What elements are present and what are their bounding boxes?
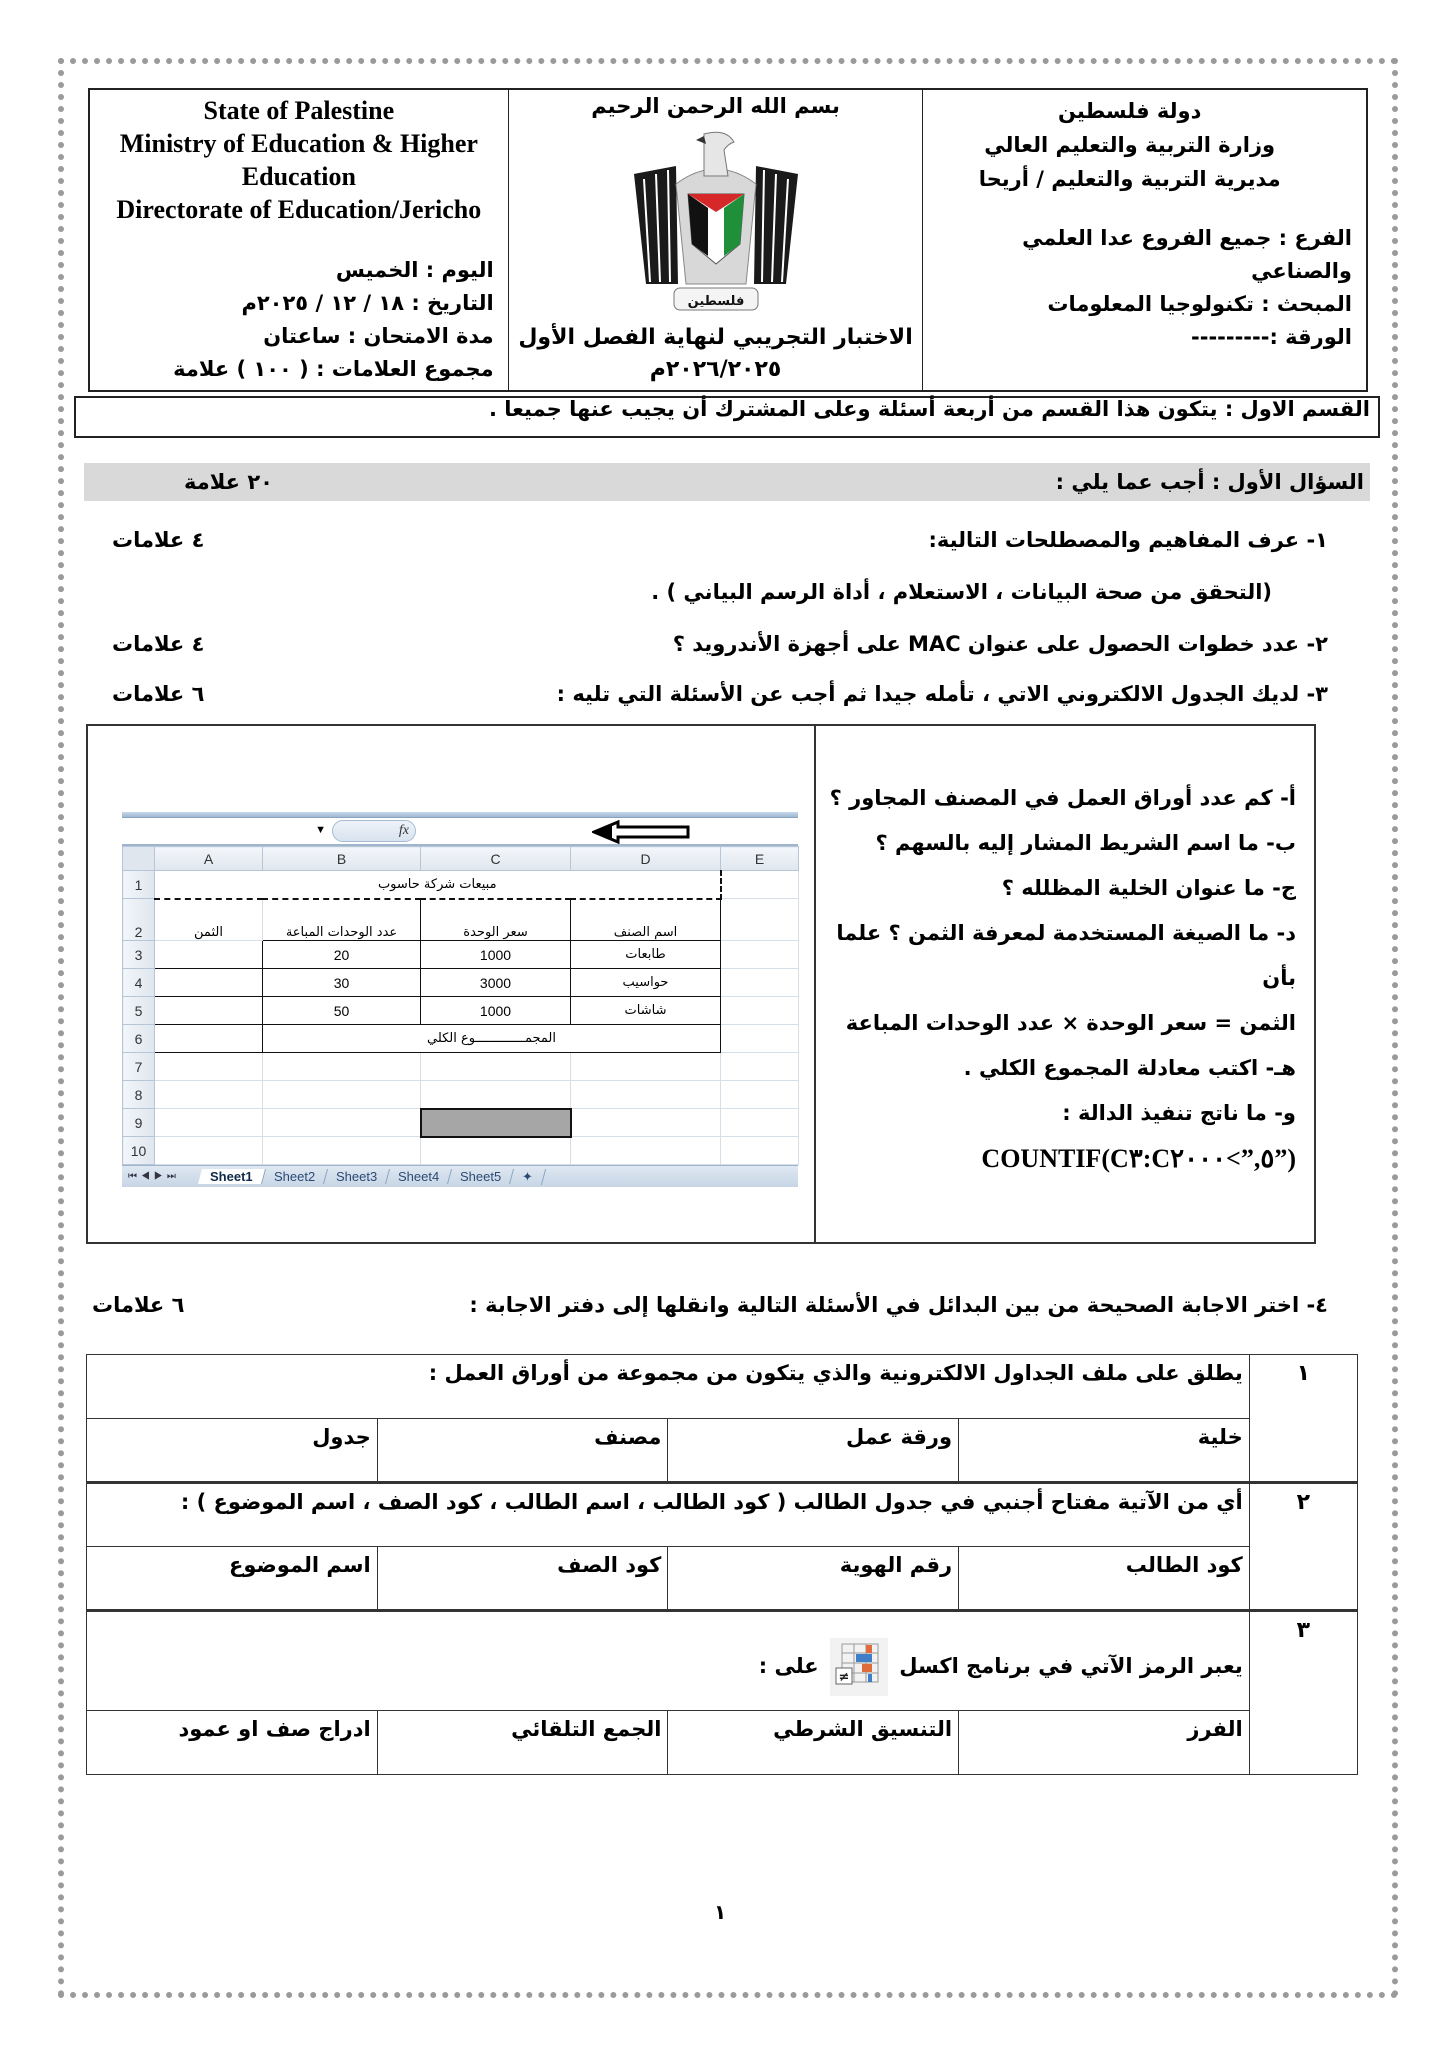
row-header: 2: [123, 899, 155, 941]
arabic-institution: [923, 90, 1366, 196]
excel-row-10: [123, 1137, 799, 1165]
cell-a6: [155, 1025, 263, 1053]
mcq-option: كود الطالب: [959, 1547, 1250, 1611]
row-header: 4: [123, 969, 155, 997]
excel-sheet-tabs: [122, 1165, 798, 1187]
question-1-header: [84, 463, 1370, 501]
mcq-2-options-row: [87, 1547, 1358, 1611]
sheet-tab-5: Sheet5: [448, 1169, 514, 1184]
grand-total-label-cell: المجمـــــــــــــوع الكلي: [263, 1025, 721, 1053]
excel-row-2: [123, 899, 799, 941]
mcq-question: يطلق على ملف الجداول الالكترونية والذي يتكون من مجموعة من أوراق العمل :: [87, 1355, 1250, 1419]
multiple-choice-table: [86, 1354, 1358, 1775]
cell-b4: 30: [263, 969, 421, 997]
excel-grid: [122, 846, 799, 1165]
cell-c3: 1000: [421, 941, 571, 969]
select-all-corner: [123, 847, 155, 871]
exam-day: اليوم : الخميس: [335, 258, 494, 282]
svg-text:فلسطين: فلسطين: [687, 294, 744, 309]
empty-cell: [721, 941, 799, 969]
excel-row-1: [123, 871, 799, 899]
insert-sheet-icon: ✦: [510, 1169, 546, 1185]
conditional-formatting-icon: [830, 1638, 888, 1696]
excel-row-8: [123, 1081, 799, 1109]
cell-b5: 50: [263, 997, 421, 1025]
sheet-title-cell: مبيعات شركة حاسوب: [155, 871, 721, 899]
mcq-option: الجمع التلقائي: [377, 1711, 668, 1775]
exam-total-marks: مجموع العلامات : ( ١٠٠ ) علامة: [173, 357, 494, 381]
mcq-option: مصنف: [377, 1419, 668, 1483]
subquestion-a: أ- كم عدد أوراق العمل في المصنف المجاور ؟: [829, 786, 1296, 810]
academic-year: ٢٠٢٦/٢٠٢٥م: [649, 357, 782, 382]
state-name-en: State of Palestine: [203, 96, 395, 125]
mcq-1-options-row: [87, 1419, 1358, 1483]
cell-d5: شاشات: [571, 997, 721, 1025]
col-header-c: C: [421, 847, 571, 871]
page-number: ١: [714, 1900, 727, 1924]
row-header: 9: [123, 1109, 155, 1137]
section-instructions: القسم الاول : يتكون هذا القسم من أربعة أسئلة وعلى المشترك أن يجيب عنها جميعا .: [74, 396, 1380, 438]
excel-row-6: [123, 1025, 799, 1053]
mcq-option: ورقة عمل: [668, 1419, 959, 1483]
empty-cell: [721, 969, 799, 997]
header-cell-item-name: اسم الصنف: [571, 899, 721, 941]
subquestion-e: هـ- اكتب معادلة المجموع الكلي .: [963, 1056, 1296, 1080]
dropdown-arrow-icon: ▼: [315, 824, 326, 836]
excel-row-5: [123, 997, 799, 1025]
header-cell-price-total: الثمن: [155, 899, 263, 941]
excel-column-headers: [123, 847, 799, 871]
row-header: 1: [123, 871, 155, 899]
svg-text:≠: ≠: [838, 1670, 850, 1685]
state-name-ar: دولة فلسطين: [1058, 99, 1202, 123]
spreadsheet-image-panel: [88, 726, 816, 1242]
item-1-terms: (التحقق من صحة البيانات ، الاستعلام ، أداة الرسم البياني ) .: [651, 580, 1272, 604]
sheet-tab-4: Sheet4: [386, 1169, 452, 1184]
item-3-marks: ٦ علامات: [112, 682, 205, 706]
left-arrow-pointer-icon: [592, 820, 692, 844]
cell-a5: [155, 997, 263, 1025]
mcq-option: كود الصف: [377, 1547, 668, 1611]
english-institution: [90, 90, 508, 226]
header-english-column: [90, 90, 509, 390]
exam-title-block: [509, 322, 923, 386]
item-4-text: ٤- اختر الاجابة الصحيحة من بين البدائل في الأسئلة التالية وانقلها إلى دفتر الاجابة :: [469, 1293, 1328, 1317]
exam-paper: الورقة :---------: [1191, 325, 1352, 349]
subquestion-c: ج- ما عنوان الخلية المظلله ؟: [1001, 876, 1296, 900]
exam-meta: [173, 254, 494, 386]
mcq-option: رقم الهوية: [668, 1547, 959, 1611]
ministry-name-en: Ministry of Education & Higher: [119, 129, 478, 158]
mcq-3-question-row: [87, 1611, 1358, 1711]
excel-row-7: [123, 1053, 799, 1081]
directorate-name-en: Directorate of Education/Jericho: [116, 195, 482, 224]
palestine-eagle-emblem-icon: [616, 124, 816, 324]
subquestion-b: ب- ما اسم الشريط المشار إليه بالسهم ؟: [875, 831, 1296, 855]
row-header: 7: [123, 1053, 155, 1081]
col-header-d: D: [571, 847, 721, 871]
col-header-e: E: [721, 847, 799, 871]
mcq-2-question-row: [87, 1483, 1358, 1547]
exam-date: التاريخ : ١٨ / ١٢ / ٢٠٢٥م: [241, 291, 494, 315]
header-cell-unit-price: سعر الوحدة: [421, 899, 571, 941]
mcq-1-question-row: [87, 1355, 1358, 1419]
excel-row-3: [123, 941, 799, 969]
spreadsheet-subquestions: [816, 726, 1314, 1242]
ministry-name-en-cont: Education: [241, 162, 356, 191]
mcq-option: التنسيق الشرطي: [668, 1711, 959, 1775]
sheet-nav-arrows-icon: ⏮◀▶⏭: [128, 1171, 180, 1182]
cell-a3: [155, 941, 263, 969]
empty-cell: [721, 997, 799, 1025]
excel-screenshot: [122, 812, 798, 1228]
exam-duration: مدة الامتحان : ساعتان: [263, 324, 494, 348]
question-1-marks: ٢٠ علامة: [184, 470, 273, 494]
item-2-marks: ٤ علامات: [112, 632, 205, 656]
row-header: 10: [123, 1137, 155, 1165]
mcq-option: الفرز: [959, 1711, 1250, 1775]
excel-row-9: [123, 1109, 799, 1137]
row-header: 6: [123, 1025, 155, 1053]
basmala: بسم الله الرحمن الرحيم: [591, 94, 840, 118]
sheet-tab-2: Sheet2: [262, 1169, 328, 1184]
item-1-marks: ٤ علامات: [112, 528, 205, 552]
sheet-tab-3: Sheet3: [324, 1169, 390, 1184]
fx-icon: fx: [398, 823, 409, 838]
excel-fx-button: [332, 820, 416, 842]
mcq-question-part2: على :: [758, 1654, 819, 1678]
item-4-marks: ٦ علامات: [92, 1293, 185, 1317]
mcq-number: ٣: [1249, 1611, 1357, 1775]
mcq-question-part1: يعبر الرمز الآتي في برنامج اكسل: [899, 1654, 1243, 1678]
cell-d3: طابعات: [571, 941, 721, 969]
countif-formula: COUNTIF(C٣:C٥,”>٢٠٠٠”): [981, 1144, 1296, 1173]
exam-branch: الفرع : جميع الفروع عدا العلمي: [1022, 226, 1352, 250]
cell-c4: 3000: [421, 969, 571, 997]
question-1-title: السؤال الأول : أجب عما يلي :: [1055, 470, 1364, 494]
header-arabic-column: [923, 90, 1366, 390]
mcq-number: ٢: [1249, 1483, 1357, 1611]
cell-a4: [155, 969, 263, 997]
exam-title: الاختبار التجريبي لنهاية الفصل الأول: [518, 325, 913, 350]
exam-subject-info: [923, 222, 1366, 354]
ministry-name-ar: وزارة التربية والتعليم العالي: [984, 133, 1276, 157]
col-header-b: B: [263, 847, 421, 871]
item-3-text: ٣- لديك الجدول الالكتروني الاتي ، تأمله جيدا ثم أجب عن الأسئلة التي تليه :: [556, 682, 1328, 706]
subquestion-d-formula: الثمن = سعر الوحدة × عدد الوحدات المباعة: [845, 1011, 1296, 1035]
cell-d4: حواسيب: [571, 969, 721, 997]
mcq-question: [87, 1611, 1250, 1711]
row-header: 5: [123, 997, 155, 1025]
mcq-option: ادراج صف او عمود: [87, 1711, 378, 1775]
cell-c5: 1000: [421, 997, 571, 1025]
empty-cell: [721, 899, 799, 941]
item-1-text: ١- عرف المفاهيم والمصطلحات التالية:: [928, 528, 1328, 552]
header-center-column: [509, 90, 924, 390]
shaded-cell-c9: [421, 1109, 571, 1137]
row-header: 8: [123, 1081, 155, 1109]
mcq-question: أي من الآتية مفتاح أجنبي في جدول الطالب ( كود الطالب ، اسم الطالب ، كود الصف ، اسم الموضوع ) :: [87, 1483, 1250, 1547]
empty-cell: [721, 871, 799, 899]
subquestion-f: و- ما ناتج تنفيذ الدالة :: [1062, 1101, 1296, 1125]
exam-subject: المبحث : تكنولوجيا المعلومات: [1047, 292, 1352, 316]
cell-b3: 20: [263, 941, 421, 969]
excel-name-box: [122, 818, 332, 844]
directorate-name-ar: مديرية التربية والتعليم / أريحا: [978, 167, 1281, 191]
mcq-number: ١: [1249, 1355, 1357, 1483]
sheet-tab-1: Sheet1: [198, 1169, 266, 1184]
mcq-option: اسم الموضوع: [87, 1547, 378, 1611]
mcq-option: جدول: [87, 1419, 378, 1483]
exam-header: [88, 88, 1368, 392]
spreadsheet-question-box: [86, 724, 1316, 1244]
subquestion-d: د- ما الصيغة المستخدمة لمعرفة الثمن ؟ علما بأن: [836, 921, 1296, 990]
mcq-option: خلية: [959, 1419, 1250, 1483]
header-cell-units: عدد الوحدات المباعة: [263, 899, 421, 941]
item-2-text: ٢- عدد خطوات الحصول على عنوان MAC على أجهزة الأندرويد ؟: [672, 632, 1328, 656]
empty-cell: [721, 1025, 799, 1053]
col-header-a: A: [155, 847, 263, 871]
excel-row-4: [123, 969, 799, 997]
exam-branch-cont: والصناعي: [1251, 259, 1352, 283]
row-header: 3: [123, 941, 155, 969]
mcq-3-options-row: [87, 1711, 1358, 1775]
excel-formula-bar: [122, 818, 798, 846]
